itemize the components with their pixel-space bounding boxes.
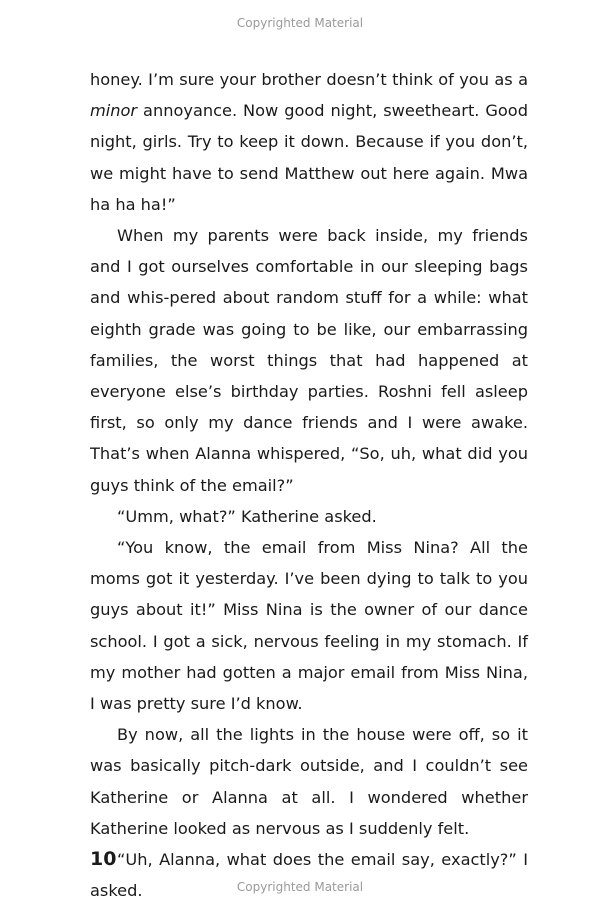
paragraph: By now, all the lights in the house were off, so it was basically pitch-dark outside, and I couldn’t see Katherine or Alanna at all. I wondered whether Katherine looked as nervous as I suddenly felt.	[90, 725, 528, 838]
page-number: 10	[90, 848, 117, 870]
paragraph	[90, 64, 528, 220]
emphasized-word: minor	[90, 101, 138, 121]
copyright-watermark-top: Copyrighted Material	[236, 16, 364, 30]
page-body	[90, 64, 528, 906]
paragraph: “You know, the email from Miss Nina? All the moms got it yesterday. I’ve been dying to talk to you guys about it!” Miss Nina is the owner of our dance school. I got a sick, nervous feeling in my stomach. If my mother had gotten a major email from Miss Nina, I was pretty sure I’d know.	[90, 538, 528, 714]
paragraph: “Uh, Alanna, what does the email say, exactly?” I asked.	[90, 850, 528, 901]
paragraph: When my parents were back inside, my friends and I got ourselves comfortable in our sleeping bags and whis-pered about random stuff for a while: what eighth grade was going to be like, our embarrassing families, the worst things that had happened at everyone else’s birthday parties. Roshni fell asleep first, so only my dance friends and I were awake. That’s when Alanna whispered, “So, uh, what did you guys think of the email?”	[90, 226, 528, 495]
paragraph-text: annoyance. Now good night, sweetheart. Good night, girls. Try to keep it down. Because if you don’t, we might have to send Matthew out here again. Mwa ha ha ha!”	[90, 101, 528, 214]
paragraph: “Umm, what?” Katherine asked.	[117, 506, 377, 526]
paragraph-text: honey. I’m sure your brother doesn’t think of you as a	[90, 70, 528, 89]
copyright-watermark-bottom: Copyrighted Material	[236, 880, 364, 894]
